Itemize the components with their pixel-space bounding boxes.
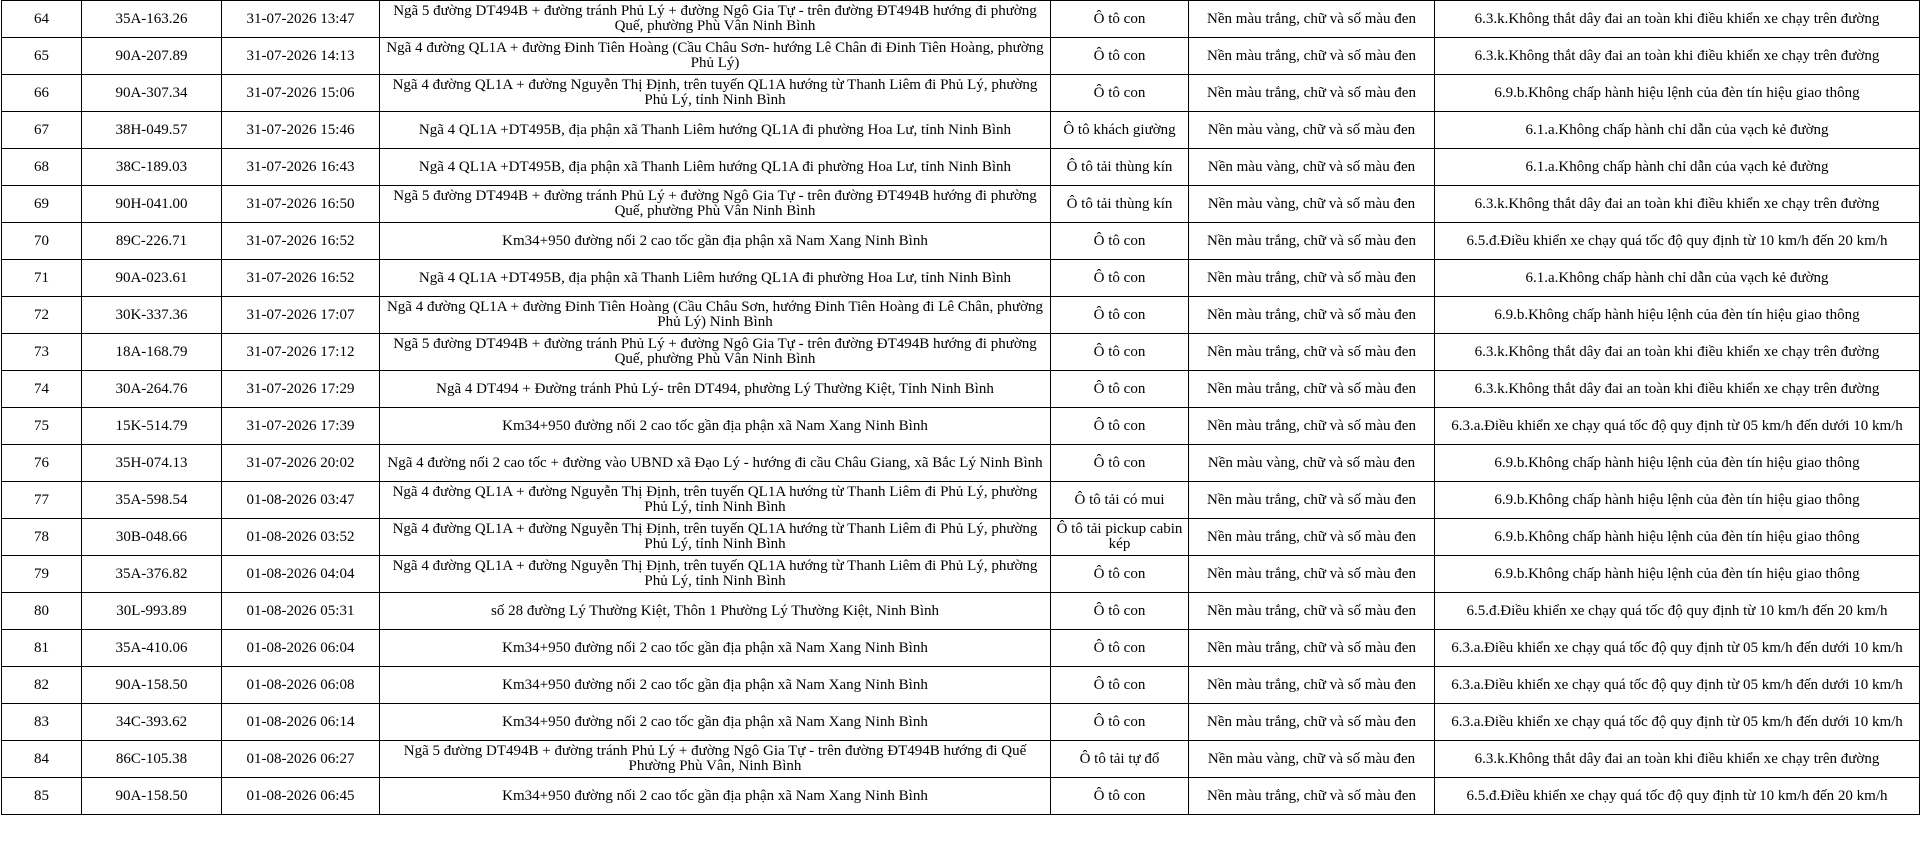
- plate-number-cell: 90A-158.50: [82, 667, 222, 704]
- row-number-cell: 73: [2, 334, 82, 371]
- location-cell: Km34+950 đường nối 2 cao tốc gần địa phận xã Nam Xang Ninh Bình: [380, 778, 1051, 815]
- violation-cell: 6.5.đ.Điều khiển xe chạy quá tốc độ quy định từ 10 km/h đến 20 km/h: [1435, 778, 1920, 815]
- table-row: [2, 482, 1920, 519]
- location-cell: Ngã 4 đường nối 2 cao tốc + đường vào UBND xã Đạo Lý - hướng đi cầu Châu Giang, xã Bắc Lý Ninh Bình: [380, 445, 1051, 482]
- plate-color-cell: Nền màu vàng, chữ và số màu đen: [1189, 149, 1435, 186]
- datetime-cell: 01-08-2026 06:27: [222, 741, 380, 778]
- plate-number-cell: 90A-158.50: [82, 778, 222, 815]
- plate-number-cell: 35H-074.13: [82, 445, 222, 482]
- violation-cell: 6.5.đ.Điều khiển xe chạy quá tốc độ quy định từ 10 km/h đến 20 km/h: [1435, 223, 1920, 260]
- location-cell: Ngã 4 đường QL1A + đường Nguyễn Thị Định, trên tuyến QL1A hướng từ Thanh Liêm đi Phủ Lý, phường Phủ Lý, tỉnh Ninh Bình: [380, 482, 1051, 519]
- plate-number-cell: 34C-393.62: [82, 704, 222, 741]
- plate-color-cell: Nền màu trắng, chữ và số màu đen: [1189, 667, 1435, 704]
- vehicle-type-cell: Ô tô con: [1051, 260, 1189, 297]
- row-number-cell: 72: [2, 297, 82, 334]
- row-number-cell: 84: [2, 741, 82, 778]
- violation-cell: 6.3.k.Không thắt dây đai an toàn khi điều khiển xe chạy trên đường: [1435, 38, 1920, 75]
- violation-cell: 6.3.k.Không thắt dây đai an toàn khi điều khiển xe chạy trên đường: [1435, 371, 1920, 408]
- vehicle-type-cell: Ô tô con: [1051, 630, 1189, 667]
- table-row: [2, 667, 1920, 704]
- violations-table-body: [2, 1, 1920, 815]
- table-row: [2, 38, 1920, 75]
- row-number-cell: 79: [2, 556, 82, 593]
- violation-cell: 6.3.k.Không thắt dây đai an toàn khi điều khiển xe chạy trên đường: [1435, 741, 1920, 778]
- plate-color-cell: Nền màu trắng, chữ và số màu đen: [1189, 260, 1435, 297]
- location-cell: Ngã 4 DT494 + Đường tránh Phủ Lý- trên DT494, phường Lý Thường Kiệt, Tỉnh Ninh Bình: [380, 371, 1051, 408]
- plate-number-cell: 35A-163.26: [82, 1, 222, 38]
- plate-color-cell: Nền màu trắng, chữ và số màu đen: [1189, 704, 1435, 741]
- table-row: [2, 334, 1920, 371]
- row-number-cell: 69: [2, 186, 82, 223]
- location-cell: Ngã 4 đường QL1A + đường Đinh Tiên Hoàng (Cầu Châu Sơn- hướng Lê Chân đi Đinh Tiên Hoàng, phường Phủ Lý): [380, 38, 1051, 75]
- location-cell: Ngã 4 đường QL1A + đường Nguyễn Thị Định, trên tuyến QL1A hướng từ Thanh Liêm đi Phủ Lý, phường Phủ Lý, tỉnh Ninh Bình: [380, 75, 1051, 112]
- datetime-cell: 01-08-2026 06:14: [222, 704, 380, 741]
- datetime-cell: 01-08-2026 03:47: [222, 482, 380, 519]
- violations-table: [1, 0, 1920, 815]
- location-cell: Ngã 4 QL1A +DT495B, địa phận xã Thanh Liêm hướng QL1A đi phường Hoa Lư, tỉnh Ninh Bình: [380, 260, 1051, 297]
- table-row: [2, 75, 1920, 112]
- violation-cell: 6.9.b.Không chấp hành hiệu lệnh của đèn tín hiệu giao thông: [1435, 482, 1920, 519]
- plate-number-cell: 38H-049.57: [82, 112, 222, 149]
- datetime-cell: 31-07-2026 17:39: [222, 408, 380, 445]
- row-number-cell: 82: [2, 667, 82, 704]
- plate-color-cell: Nền màu vàng, chữ và số màu đen: [1189, 112, 1435, 149]
- datetime-cell: 01-08-2026 05:31: [222, 593, 380, 630]
- row-number-cell: 64: [2, 1, 82, 38]
- row-number-cell: 81: [2, 630, 82, 667]
- datetime-cell: 31-07-2026 15:46: [222, 112, 380, 149]
- violation-cell: 6.9.b.Không chấp hành hiệu lệnh của đèn tín hiệu giao thông: [1435, 445, 1920, 482]
- row-number-cell: 67: [2, 112, 82, 149]
- plate-color-cell: Nền màu trắng, chữ và số màu đen: [1189, 1, 1435, 38]
- plate-color-cell: Nền màu trắng, chữ và số màu đen: [1189, 38, 1435, 75]
- plate-number-cell: 90H-041.00: [82, 186, 222, 223]
- plate-number-cell: 90A-023.61: [82, 260, 222, 297]
- datetime-cell: 01-08-2026 04:04: [222, 556, 380, 593]
- datetime-cell: 31-07-2026 14:13: [222, 38, 380, 75]
- vehicle-type-cell: Ô tô con: [1051, 334, 1189, 371]
- row-number-cell: 71: [2, 260, 82, 297]
- location-cell: Ngã 4 QL1A +DT495B, địa phận xã Thanh Liêm hướng QL1A đi phường Hoa Lư, tỉnh Ninh Bình: [380, 149, 1051, 186]
- row-number-cell: 75: [2, 408, 82, 445]
- plate-color-cell: Nền màu trắng, chữ và số màu đen: [1189, 593, 1435, 630]
- table-row: [2, 260, 1920, 297]
- vehicle-type-cell: Ô tô con: [1051, 445, 1189, 482]
- plate-color-cell: Nền màu trắng, chữ và số màu đen: [1189, 630, 1435, 667]
- table-row: [2, 186, 1920, 223]
- table-row: [2, 593, 1920, 630]
- plate-number-cell: 30L-993.89: [82, 593, 222, 630]
- location-cell: Ngã 4 đường QL1A + đường Nguyễn Thị Định, trên tuyến QL1A hướng từ Thanh Liêm đi Phủ Lý, phường Phủ Lý, tỉnh Ninh Bình: [380, 519, 1051, 556]
- location-cell: Ngã 5 đường DT494B + đường tránh Phủ Lý + đường Ngô Gia Tự - trên đường ĐT494B hướng đi phường Quế, phường Phù Vân Ninh Bình: [380, 334, 1051, 371]
- violation-cell: 6.1.a.Không chấp hành chỉ dẫn của vạch kẻ đường: [1435, 149, 1920, 186]
- row-number-cell: 80: [2, 593, 82, 630]
- violation-cell: 6.3.k.Không thắt dây đai an toàn khi điều khiển xe chạy trên đường: [1435, 334, 1920, 371]
- datetime-cell: 31-07-2026 16:52: [222, 223, 380, 260]
- vehicle-type-cell: Ô tô con: [1051, 38, 1189, 75]
- vehicle-type-cell: Ô tô tải tự đổ: [1051, 741, 1189, 778]
- plate-color-cell: Nền màu trắng, chữ và số màu đen: [1189, 482, 1435, 519]
- location-cell: Ngã 5 đường DT494B + đường tránh Phủ Lý + đường Ngô Gia Tự - trên đường ĐT494B hướng đi phường Quế, phường Phù Vân Ninh Bình: [380, 1, 1051, 38]
- table-row: [2, 445, 1920, 482]
- plate-color-cell: Nền màu trắng, chữ và số màu đen: [1189, 371, 1435, 408]
- plate-color-cell: Nền màu trắng, chữ và số màu đen: [1189, 778, 1435, 815]
- plate-color-cell: Nền màu trắng, chữ và số màu đen: [1189, 519, 1435, 556]
- location-cell: Ngã 5 đường DT494B + đường tránh Phủ Lý + đường Ngô Gia Tự - trên đường ĐT494B hướng đi phường Quế, phường Phù Vân Ninh Bình: [380, 186, 1051, 223]
- location-cell: Ngã 5 đường DT494B + đường tránh Phủ Lý + đường Ngô Gia Tự - trên đường ĐT494B hướng đi Quế Phường Phù Vân, Ninh Bình: [380, 741, 1051, 778]
- violation-cell: 6.9.b.Không chấp hành hiệu lệnh của đèn tín hiệu giao thông: [1435, 556, 1920, 593]
- row-number-cell: 68: [2, 149, 82, 186]
- violation-cell: 6.3.a.Điều khiển xe chạy quá tốc độ quy định từ 05 km/h đến dưới 10 km/h: [1435, 630, 1920, 667]
- table-row: [2, 112, 1920, 149]
- vehicle-type-cell: Ô tô con: [1051, 297, 1189, 334]
- plate-number-cell: 18A-168.79: [82, 334, 222, 371]
- datetime-cell: 31-07-2026 17:07: [222, 297, 380, 334]
- vehicle-type-cell: Ô tô con: [1051, 556, 1189, 593]
- plate-number-cell: 90A-207.89: [82, 38, 222, 75]
- location-cell: số 28 đường Lý Thường Kiệt, Thôn 1 Phường Lý Thường Kiệt, Ninh Bình: [380, 593, 1051, 630]
- violation-cell: 6.3.a.Điều khiển xe chạy quá tốc độ quy định từ 05 km/h đến dưới 10 km/h: [1435, 704, 1920, 741]
- plate-color-cell: Nền màu trắng, chữ và số màu đen: [1189, 75, 1435, 112]
- vehicle-type-cell: Ô tô con: [1051, 704, 1189, 741]
- table-row: [2, 778, 1920, 815]
- row-number-cell: 66: [2, 75, 82, 112]
- row-number-cell: 78: [2, 519, 82, 556]
- location-cell: Ngã 4 đường QL1A + đường Đinh Tiên Hoàng (Cầu Châu Sơn, hướng Đinh Tiên Hoàng đi Lê Chân, phường Phủ Lý) Ninh Bình: [380, 297, 1051, 334]
- table-row: [2, 630, 1920, 667]
- vehicle-type-cell: Ô tô con: [1051, 593, 1189, 630]
- datetime-cell: 31-07-2026 16:50: [222, 186, 380, 223]
- vehicle-type-cell: Ô tô tải thùng kín: [1051, 149, 1189, 186]
- row-number-cell: 70: [2, 223, 82, 260]
- row-number-cell: 85: [2, 778, 82, 815]
- violation-cell: 6.1.a.Không chấp hành chỉ dẫn của vạch kẻ đường: [1435, 260, 1920, 297]
- table-row: [2, 1, 1920, 38]
- vehicle-type-cell: Ô tô tải pickup cabin kép: [1051, 519, 1189, 556]
- row-number-cell: 74: [2, 371, 82, 408]
- vehicle-type-cell: Ô tô tải thùng kín: [1051, 186, 1189, 223]
- plate-number-cell: 15K-514.79: [82, 408, 222, 445]
- plate-color-cell: Nền màu trắng, chữ và số màu đen: [1189, 408, 1435, 445]
- violation-cell: 6.3.k.Không thắt dây đai an toàn khi điều khiển xe chạy trên đường: [1435, 1, 1920, 38]
- plate-color-cell: Nền màu vàng, chữ và số màu đen: [1189, 186, 1435, 223]
- datetime-cell: 31-07-2026 16:52: [222, 260, 380, 297]
- table-row: [2, 371, 1920, 408]
- plate-number-cell: 90A-307.34: [82, 75, 222, 112]
- plate-number-cell: 35A-410.06: [82, 630, 222, 667]
- datetime-cell: 31-07-2026 13:47: [222, 1, 380, 38]
- location-cell: Km34+950 đường nối 2 cao tốc gần địa phận xã Nam Xang Ninh Bình: [380, 667, 1051, 704]
- table-row: [2, 519, 1920, 556]
- location-cell: Km34+950 đường nối 2 cao tốc gần địa phận xã Nam Xang Ninh Bình: [380, 704, 1051, 741]
- row-number-cell: 76: [2, 445, 82, 482]
- row-number-cell: 77: [2, 482, 82, 519]
- datetime-cell: 31-07-2026 15:06: [222, 75, 380, 112]
- location-cell: Ngã 4 QL1A +DT495B, địa phận xã Thanh Liêm hướng QL1A đi phường Hoa Lư, tỉnh Ninh Bình: [380, 112, 1051, 149]
- plate-number-cell: 30A-264.76: [82, 371, 222, 408]
- plate-number-cell: 86C-105.38: [82, 741, 222, 778]
- plate-number-cell: 38C-189.03: [82, 149, 222, 186]
- vehicle-type-cell: Ô tô con: [1051, 223, 1189, 260]
- datetime-cell: 31-07-2026 17:12: [222, 334, 380, 371]
- vehicle-type-cell: Ô tô con: [1051, 75, 1189, 112]
- datetime-cell: 31-07-2026 16:43: [222, 149, 380, 186]
- datetime-cell: 01-08-2026 06:08: [222, 667, 380, 704]
- violation-cell: 6.9.b.Không chấp hành hiệu lệnh của đèn tín hiệu giao thông: [1435, 75, 1920, 112]
- plate-number-cell: 30K-337.36: [82, 297, 222, 334]
- vehicle-type-cell: Ô tô tải có mui: [1051, 482, 1189, 519]
- vehicle-type-cell: Ô tô con: [1051, 667, 1189, 704]
- datetime-cell: 01-08-2026 03:52: [222, 519, 380, 556]
- vehicle-type-cell: Ô tô con: [1051, 408, 1189, 445]
- violation-cell: 6.3.k.Không thắt dây đai an toàn khi điều khiển xe chạy trên đường: [1435, 186, 1920, 223]
- location-cell: Km34+950 đường nối 2 cao tốc gần địa phận xã Nam Xang Ninh Bình: [380, 223, 1051, 260]
- plate-number-cell: 30B-048.66: [82, 519, 222, 556]
- table-row: [2, 149, 1920, 186]
- datetime-cell: 01-08-2026 06:04: [222, 630, 380, 667]
- datetime-cell: 01-08-2026 06:45: [222, 778, 380, 815]
- row-number-cell: 65: [2, 38, 82, 75]
- violation-cell: 6.9.b.Không chấp hành hiệu lệnh của đèn tín hiệu giao thông: [1435, 297, 1920, 334]
- table-row: [2, 741, 1920, 778]
- violation-cell: 6.3.a.Điều khiển xe chạy quá tốc độ quy định từ 05 km/h đến dưới 10 km/h: [1435, 667, 1920, 704]
- plate-number-cell: 35A-376.82: [82, 556, 222, 593]
- violation-cell: 6.3.a.Điều khiển xe chạy quá tốc độ quy định từ 05 km/h đến dưới 10 km/h: [1435, 408, 1920, 445]
- location-cell: Km34+950 đường nối 2 cao tốc gần địa phận xã Nam Xang Ninh Bình: [380, 408, 1051, 445]
- plate-color-cell: Nền màu trắng, chữ và số màu đen: [1189, 334, 1435, 371]
- plate-color-cell: Nền màu trắng, chữ và số màu đen: [1189, 223, 1435, 260]
- vehicle-type-cell: Ô tô con: [1051, 371, 1189, 408]
- table-row: [2, 556, 1920, 593]
- vehicle-type-cell: Ô tô khách giường: [1051, 112, 1189, 149]
- plate-number-cell: 35A-598.54: [82, 482, 222, 519]
- plate-color-cell: Nền màu trắng, chữ và số màu đen: [1189, 297, 1435, 334]
- plate-color-cell: Nền màu trắng, chữ và số màu đen: [1189, 556, 1435, 593]
- table-row: [2, 408, 1920, 445]
- plate-color-cell: Nền màu vàng, chữ và số màu đen: [1189, 741, 1435, 778]
- row-number-cell: 83: [2, 704, 82, 741]
- table-row: [2, 223, 1920, 260]
- vehicle-type-cell: Ô tô con: [1051, 1, 1189, 38]
- vehicle-type-cell: Ô tô con: [1051, 778, 1189, 815]
- violation-cell: 6.5.đ.Điều khiển xe chạy quá tốc độ quy định từ 10 km/h đến 20 km/h: [1435, 593, 1920, 630]
- datetime-cell: 31-07-2026 17:29: [222, 371, 380, 408]
- location-cell: Km34+950 đường nối 2 cao tốc gần địa phận xã Nam Xang Ninh Bình: [380, 630, 1051, 667]
- plate-number-cell: 89C-226.71: [82, 223, 222, 260]
- table-row: [2, 704, 1920, 741]
- violation-cell: 6.1.a.Không chấp hành chỉ dẫn của vạch kẻ đường: [1435, 112, 1920, 149]
- violation-cell: 6.9.b.Không chấp hành hiệu lệnh của đèn tín hiệu giao thông: [1435, 519, 1920, 556]
- table-row: [2, 297, 1920, 334]
- location-cell: Ngã 4 đường QL1A + đường Nguyễn Thị Định, trên tuyến QL1A hướng từ Thanh Liêm đi Phủ Lý, phường Phủ Lý, tỉnh Ninh Bình: [380, 556, 1051, 593]
- datetime-cell: 31-07-2026 20:02: [222, 445, 380, 482]
- plate-color-cell: Nền màu vàng, chữ và số màu đen: [1189, 445, 1435, 482]
